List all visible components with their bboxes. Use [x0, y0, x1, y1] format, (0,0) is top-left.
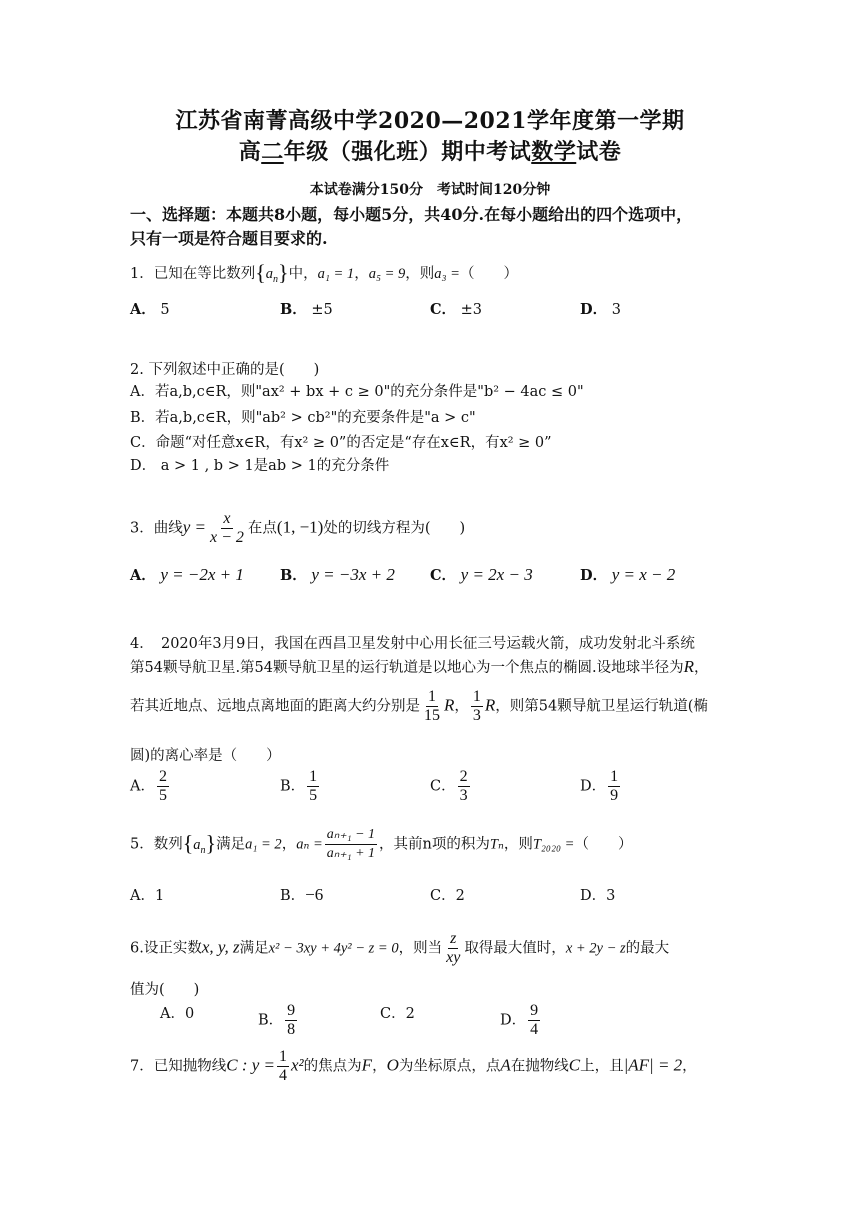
q4-option-d: D． $\frac{1}{9}$	[580, 768, 619, 804]
q6-option-b: B． $\frac{9}{8}$	[258, 1002, 296, 1038]
question-4-line3: 若其近地点、远地点离地面的距离大约分别是 $\frac{1}{15}$ R， $\frac{1}{3}$ R，则第54颗导航卫星运行轨道(椭	[130, 688, 708, 724]
q3-option-d: D． y = x − 2	[580, 565, 676, 584]
question-7-stem: 7．已知抛物线C : y = $\frac{1}{4}$ x²的焦点为F，O为坐标原点，点A在抛物线C上，且|AF| = 2，	[130, 1048, 697, 1084]
q1-option-c: C． ±3	[430, 301, 483, 318]
q2-option-a: A．若a,b,c∈R，则"ax² + bx + c ≥ 0"的充分条件是"b² − 4ac ≤ 0"	[130, 384, 584, 400]
exam-title-line2: 高二年级（强化班）期中考试数学试卷	[238, 139, 622, 165]
question-6-stem: 6.设正实数x, y, z满足x² − 3xy + 4y² − z = 0，则当 $\frac{z}{xy}$ 取得最大值时，x + 2y − z的最大	[130, 930, 670, 966]
q4-option-a: A． $\frac{2}{5}$	[130, 768, 167, 804]
q5-option-b: B．−6	[280, 885, 324, 904]
question-3-stem: 3．曲线y = $\frac{x}{x - 2}$ 在点(1, −1)处的切线方程为( )	[130, 510, 466, 546]
q6-option-d: D． $\frac{9}{4}$	[500, 1002, 539, 1038]
q6-option-c: C．2	[380, 1006, 415, 1022]
q5-option-c: C．2	[430, 888, 465, 904]
q4-option-b: B． $\frac{1}{5}$	[280, 768, 318, 804]
question-2-stem: 2. 下列叙述中正确的是( )	[130, 362, 320, 378]
q2-option-c: C．命题“对任意x∈R，有x² ≥ 0”的否定是“存在x∈R，有x² ≥ 0”	[130, 435, 552, 451]
question-6-line2: 值为( )	[130, 982, 200, 998]
q1-option-d: D． 3	[580, 301, 621, 318]
question-1-stem: 1．已知在等比数列$\{a_n\}$中，a₁ = 1，a₅ = 9，则a₃ =（ ）	[130, 260, 518, 285]
q6-option-a: A．0	[160, 1006, 195, 1022]
q2-option-d: D． a > 1 , b > 1是ab > 1的充分条件	[130, 458, 390, 474]
q2-option-b: B．若a,b,c∈R，则"ab² > cb²"的充要条件是"a > c"	[130, 410, 476, 426]
q5-option-a: A．1	[130, 888, 165, 904]
q1-option-b: B． ±5	[280, 301, 333, 318]
q1-option-a: A． 5	[130, 301, 170, 318]
question-4-line1: 4． 2020年3月9日，我国在西昌卫星发射中心用长征三号运载火箭，成功发射北斗系统	[130, 636, 695, 652]
question-5-stem: 5．数列$\{a_n\}$满足a₁ = 2，aₙ = $\frac{\text{aₙ₊₁ − 1}}{\text{aₙ₊₁ + 1}}$ ，其前n项的积为Tₙ，则T₂₀₂₀ =（ ）	[130, 827, 633, 861]
q3-option-c: C． y = 2x − 3	[430, 565, 533, 584]
exam-title-line1: 江苏省南菁高级中学2020—2021学年度第一学期	[175, 108, 685, 134]
section-heading: 一、选择题：本题共8小题，每小题5分，共40分.在每小题给出的四个选项中， 只有一项是符合题目要求的.	[130, 205, 693, 248]
question-4-line2: 第54颗导航卫星.第54颗导航卫星的运行轨道是以地心为一个焦点的椭圆.设地球半径为R，	[130, 657, 709, 676]
q3-option-a: A． y = −2x + 1	[130, 565, 244, 584]
q5-option-d: D．3	[580, 888, 616, 904]
q3-option-b: B． y = −3x + 2	[280, 565, 395, 584]
question-4-line4: 圆)的离心率是（ ）	[130, 748, 281, 764]
exam-subtitle: 本试卷满分150分 考试时间120分钟	[309, 182, 551, 198]
q4-option-c: C． $\frac{2}{3}$	[430, 768, 468, 804]
